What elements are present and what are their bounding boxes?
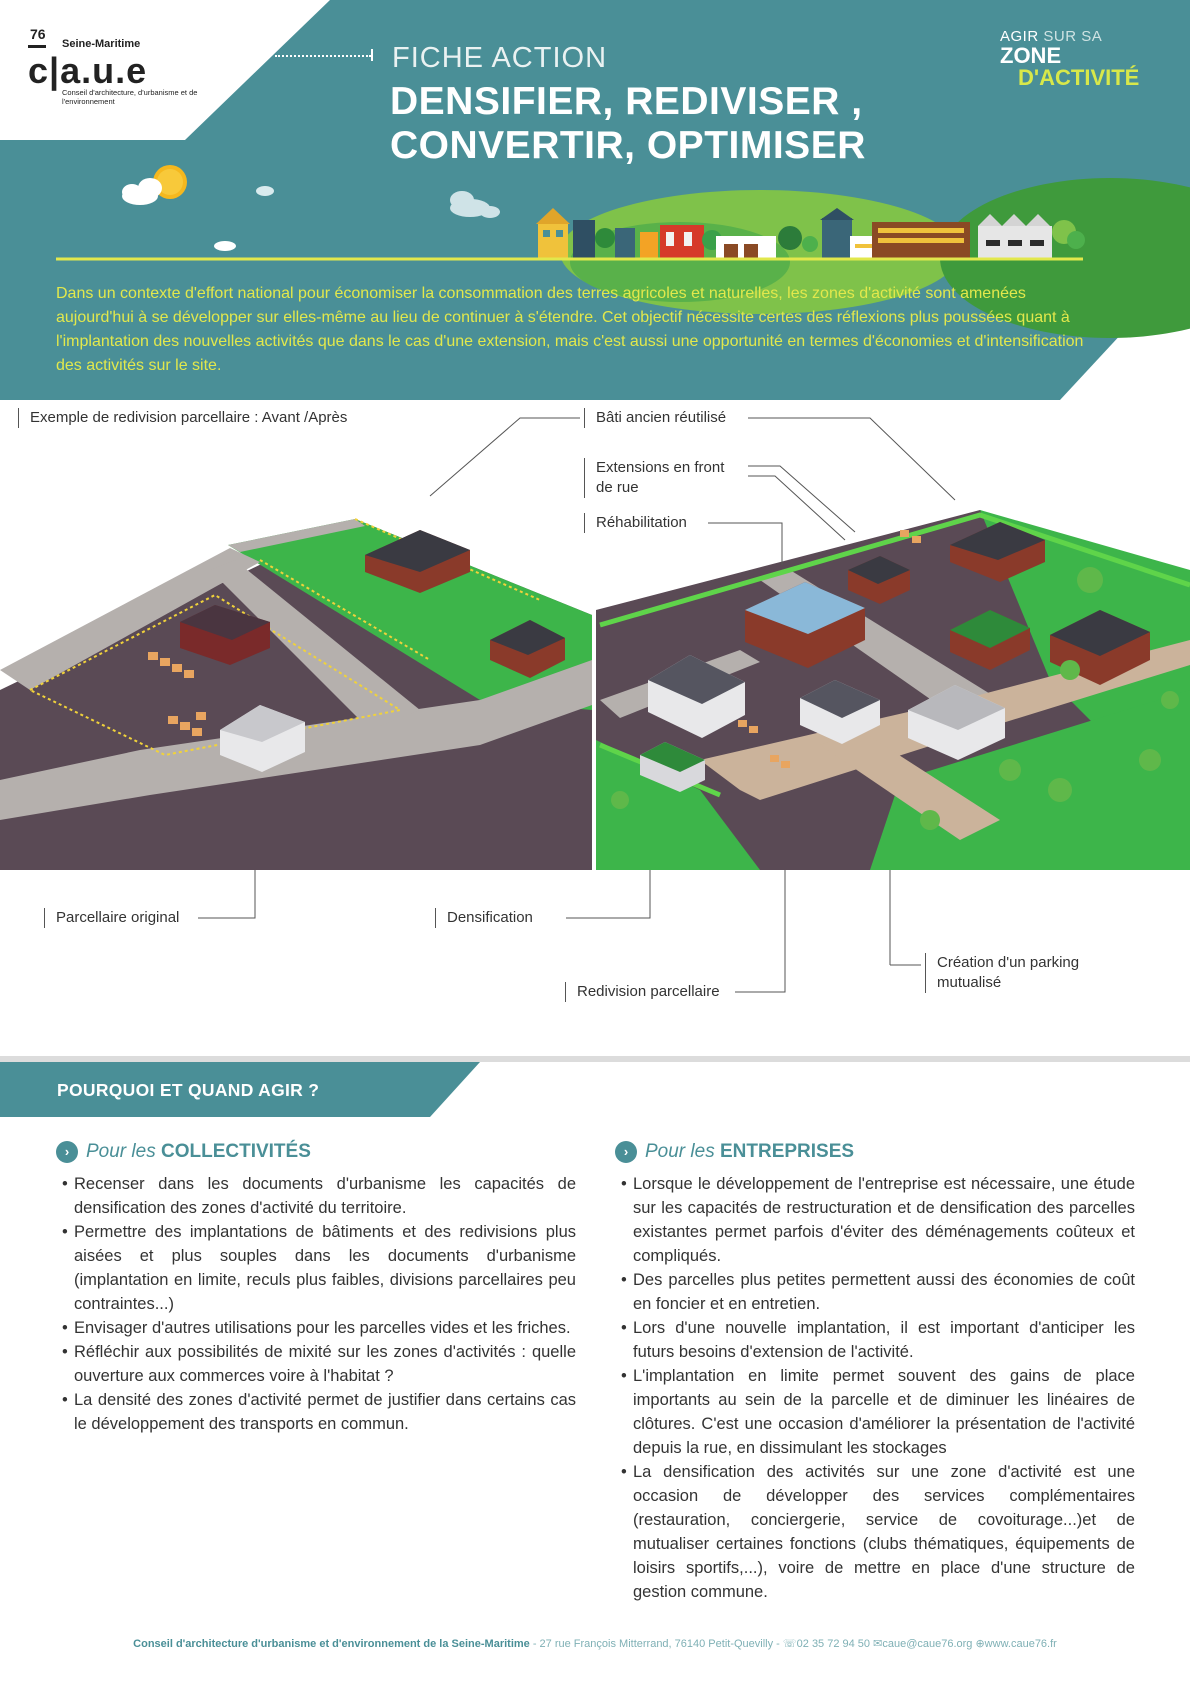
label-parcellaire-original: Parcellaire original — [44, 908, 179, 928]
title-line-1: DENSIFIER, REDIVISER , — [390, 80, 863, 123]
badge-agir: AGIR — [1000, 28, 1039, 45]
footer-phone[interactable]: ☏02 35 72 94 50 — [782, 1638, 871, 1650]
list-item: • Lorsque le développement de l'entreprise est nécessaire, une étude sur les capacités de restructuration et de densification des parcelles existantes permet parfois d'éviter des déménagements coûteux et compliqués. — [615, 1172, 1135, 1268]
before-scene — [0, 519, 592, 870]
collectivites-label: COLLECTIVITÉS — [160, 1141, 311, 1162]
title-line-2: CONVERTIR, OPTIMISER — [390, 124, 866, 167]
list-item: • Permettre des implantations de bâtiments et des redivisions plus aisées et plus souples dans les documents d'urbanisme (implantation en limite, reculs plus faibles, divisions parcellaires peu contraintes...) — [56, 1220, 576, 1316]
logo-subtitle: Conseil d'architecture, d'urbanisme et de l'environnement — [62, 88, 198, 106]
cloud-icon — [214, 241, 236, 251]
logo-wordmark: c|a.u.e — [28, 50, 148, 91]
intro-paragraph: Dans un contexte d'effort national pour économiser la consommation des terres agricoles et naturelles, les zones d'activité sont amenées aujourd'hui à se développer sur elles-même au lieu de continuer à s'étendre. Cet objectif nécessite certes des réflexions plus poussées quant à l'implantation des nouvelles activités que dans le cas d'une extension, mais c'est aussi une opportunité en termes d'économies et d'intensification des activités sur le site. — [56, 285, 1084, 374]
list-item: • Des parcelles plus petites permettent aussi des économies de coût en foncier et en entretien. — [615, 1268, 1135, 1316]
entreprises-prefix: Pour les — [645, 1141, 715, 1162]
list-item: • La densification des activités sur une zone d'activité est une occasion de développer des services complémentaires (restauration, conciergerie, service de covoiturage...)et de mutualiser certaines fonctions (clubs thématiques, équipements de loisirs sportifs,...), voire de mettre en place d'une structure de gestion commune. — [615, 1460, 1135, 1604]
footer-org: Conseil d'architecture d'urbanisme et d'environnement de la Seine-Maritime — [133, 1638, 530, 1650]
label-redivision: Redivision parcellaire — [565, 982, 720, 1002]
caue-logo[interactable] — [28, 26, 208, 116]
logo-bar — [28, 45, 46, 48]
entreprises-column — [615, 1140, 1135, 1604]
badge-sur-sa: SUR SA — [1043, 28, 1103, 45]
entreprises-heading — [615, 1140, 1135, 1164]
label-example: Exemple de redivision parcellaire : Avant /Après — [18, 408, 347, 428]
label-bati-ancien: Bâti ancien réutilisé — [584, 408, 726, 428]
list-item: • L'implantation en limite permet souvent des gains de place importants au sein de la parcelle et de diminuer les linéaires de clôtures. C'est une occasion d'améliorer la présentation de l'activité depuis la rue, en dissimulant les stockages — [615, 1364, 1135, 1460]
entreprises-list — [615, 1172, 1135, 1604]
kicker-dotted-line — [275, 55, 371, 57]
label-rehabilitation: Réhabilitation — [584, 513, 687, 533]
list-item: • Réfléchir aux possibilités de mixité sur les zones d'activités : quelle ouverture aux commerces voire à l'habitat ? — [56, 1340, 576, 1388]
why-heading: POURQUOI ET QUAND AGIR ? — [57, 1080, 320, 1100]
footer — [0, 1637, 1190, 1650]
label-parking-mutualise: Création d'un parking mutualisé — [925, 953, 1100, 993]
badge-activite: D'ACTIVITÉ — [1018, 65, 1140, 90]
list-item: • Lors d'une nouvelle implantation, il est important d'anticiper les futurs besoins d'extension de l'activité. — [615, 1316, 1135, 1364]
footer-website[interactable]: ⊕www.caue76.fr — [975, 1638, 1057, 1650]
badge-zone: ZONE — [1000, 43, 1062, 68]
header — [0, 0, 1190, 400]
logo-region: Seine-Maritime — [62, 38, 141, 50]
cloud-icon — [256, 186, 274, 196]
entreprises-label: ENTREPRISES — [719, 1141, 855, 1162]
series-badge — [1000, 28, 1139, 90]
list-item: • Recenser dans les documents d'urbanisme les capacités de densification des zones d'activité du territoire. — [56, 1172, 576, 1220]
after-scene — [596, 510, 1190, 870]
label-densification: Densification — [435, 908, 533, 928]
before-after-illustration — [0, 400, 1190, 1040]
collectivites-list — [56, 1172, 576, 1436]
chevron-right-icon: › — [56, 1141, 78, 1163]
kicker-tick — [371, 49, 373, 61]
collectivites-prefix: Pour les — [86, 1141, 156, 1162]
page-title — [390, 80, 866, 168]
collectivites-column — [56, 1140, 576, 1436]
fiche-kicker: FICHE ACTION — [392, 42, 608, 74]
footer-address: - 27 rue François Mitterrand, 76140 Petit-Quevilly - — [529, 1638, 783, 1650]
collectivites-heading — [56, 1140, 576, 1164]
label-extensions: Extensions en front de rue — [584, 458, 744, 498]
chevron-right-icon: › — [615, 1141, 637, 1163]
list-item: • La densité des zones d'activité permet de justifier dans certains cas le développement des transports en commun. — [56, 1388, 576, 1436]
logo-number: 76 — [30, 26, 46, 42]
footer-email[interactable]: ✉caue@caue76.org — [873, 1638, 973, 1650]
list-item: • Envisager d'autres utilisations pour les parcelles vides et les friches. — [56, 1316, 576, 1340]
